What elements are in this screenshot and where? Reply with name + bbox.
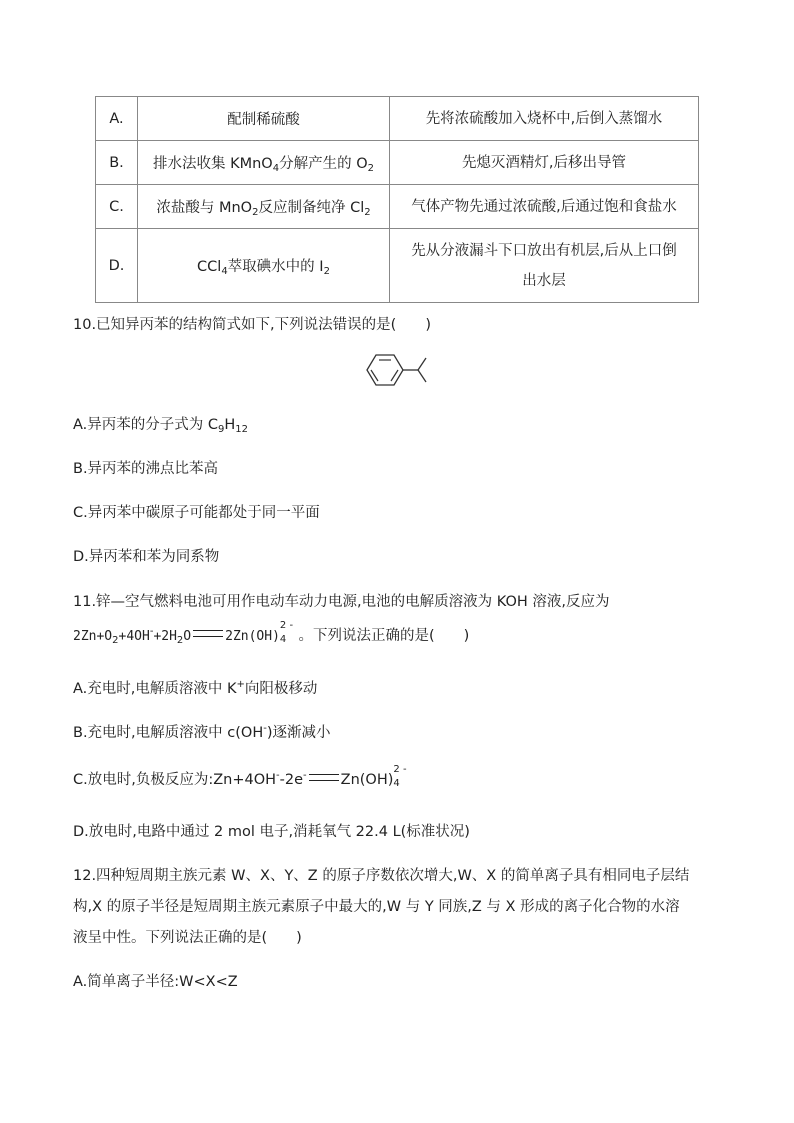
equals-sign [309, 774, 339, 781]
q10-option-a: A.异丙苯的分子式为 $C_9H_{12}$ [73, 417, 249, 435]
q12-stem-line3: 液呈中性。下列说法正确的是( ) [73, 930, 302, 946]
isopropylbenzene-structure-image [362, 350, 434, 390]
experiment-table [95, 96, 699, 303]
table-row [96, 97, 699, 141]
q11-option-b: B.充电时,电解质溶液中 c(OH-)逐渐减小 [73, 723, 331, 741]
table-row [96, 229, 699, 303]
row-label: D. [96, 229, 138, 303]
q11-option-d: D.放电时,电路中通过 2 mol 电子,消耗氧气 22.4 L(标准状况) [73, 824, 470, 840]
q12-stem-line2: 构,X 的原子半径是短周期主族元素原子中最大的,W 与 Y 同族,Z 与 X 形成的离子化合物的水溶 [73, 899, 680, 915]
method-cell: 先熄灭酒精灯,后移出导管 [390, 141, 699, 185]
q12-stem-line1: 12.四种短周期主族元素 W、X、Y、Z 的原子序数依次增大,W、X 的简单离子具有相同电子层结 [73, 868, 690, 884]
operation-cell: 排水法收集 KMnO$_4$分解产生的 $O_2$ [138, 141, 390, 185]
operation-cell: CCl$_4$萃取碘水中的 $I_2$ [138, 229, 390, 303]
operation-cell: 配制稀硫酸 [138, 97, 390, 141]
q11-stem: 11.锌—空气燃料电池可用作电动车动力电源,电池的电解质溶液为 KOH 溶液,反应为 [73, 594, 610, 610]
row-label: B. [96, 141, 138, 185]
q11-equation: $2Zn+O_2+4OH^-+2H_2O$ 2Zn(OH) 2 - 4 。下列说法正确的是( ) [73, 620, 470, 646]
q10-option-c: C.异丙苯中碳原子可能都处于同一平面 [73, 505, 320, 521]
method-cell: 先从分液漏斗下口放出有机层,后从上口倒 出水层 [390, 229, 699, 303]
q10-stem: 10.已知异丙苯的结构简式如下,下列说法错误的是( ) [73, 317, 431, 333]
operation-cell: 浓盐酸与 MnO$_2$反应制备纯净 $Cl_2$ [138, 185, 390, 229]
table-row [96, 141, 699, 185]
method-cell: 先将浓硫酸加入烧杯中,后倒入蒸馏水 [390, 97, 699, 141]
row-label: A. [96, 97, 138, 141]
method-cell: 气体产物先通过浓硫酸,后通过饱和食盐水 [390, 185, 699, 229]
q11-option-c: C.放电时,负极反应为:Zn+4OH--2e- Zn(OH) 2 - 4 [73, 764, 407, 789]
q10-option-b: B.异丙苯的沸点比苯高 [73, 461, 219, 477]
q12-option-a: A.简单离子半径:W<X<Z [73, 974, 238, 990]
row-label: C. [96, 185, 138, 229]
table-row [96, 185, 699, 229]
q11-option-a: A.充电时,电解质溶液中 K+向阳极移动 [73, 679, 318, 697]
equals-sign [193, 630, 223, 637]
q10-option-d: D.异丙苯和苯为同系物 [73, 549, 220, 565]
